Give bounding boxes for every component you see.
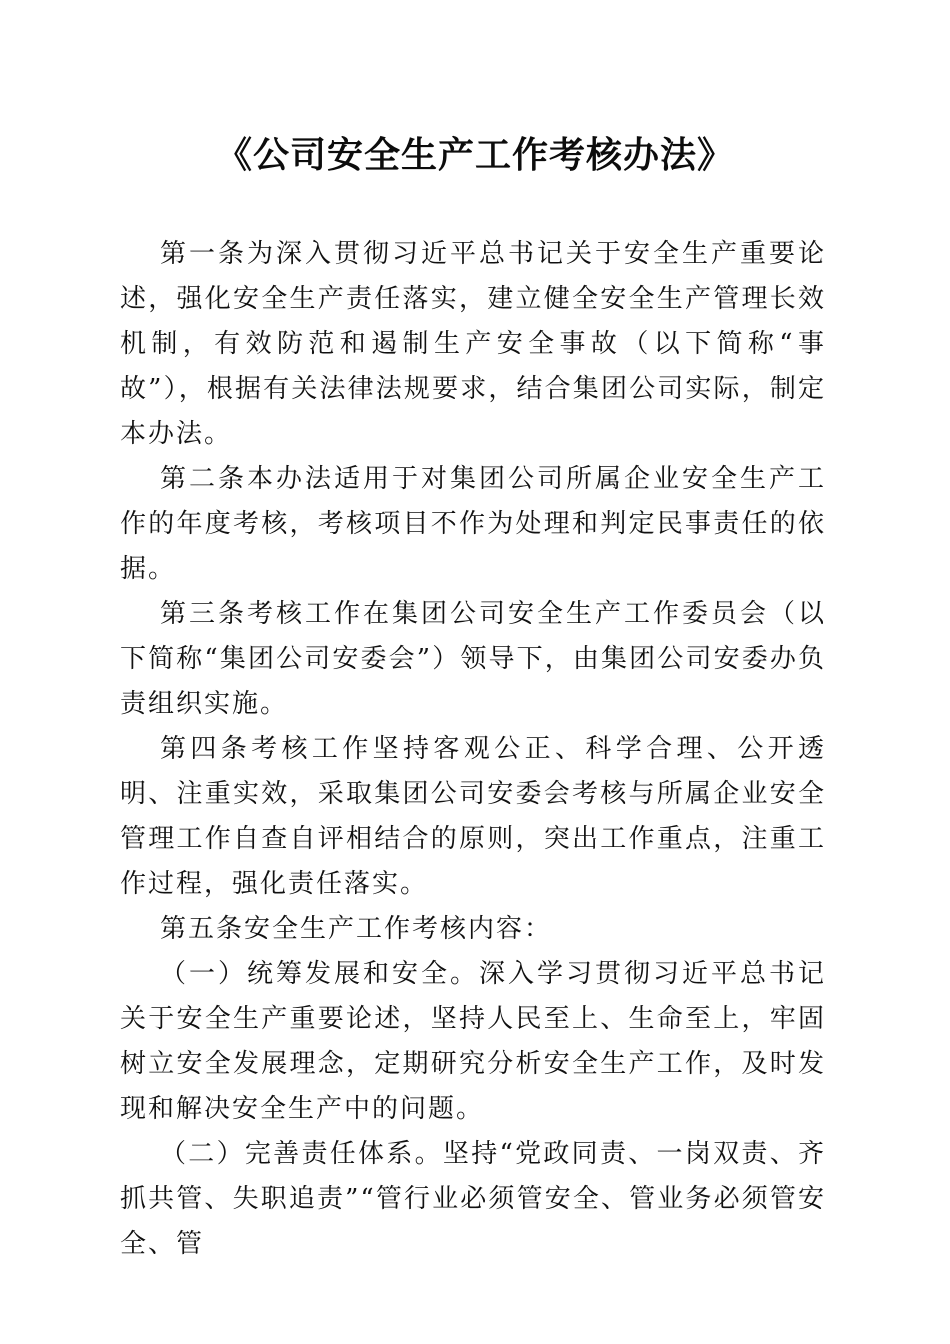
document-body — [120, 232, 826, 1267]
article-5-heading: 第五条安全生产工作考核内容： — [160, 914, 553, 944]
article-3-paragraph: 第三条考核工作在集团公司安全生产工作委员会（以下简称“集团公司安委会”）领导下，由集团公司安委办负责组织实施。 — [120, 599, 826, 719]
article-2-paragraph: 第二条本办法适用于对集团公司所属企业安全生产工作的年度考核，考核项目不作为处理和判定民事责任的依据。 — [120, 464, 826, 584]
article-4-paragraph: 第四条考核工作坚持客观公正、科学合理、公开透明、注重实效，采取集团公司安委会考核与所属企业安全管理工作自查自评相结合的原则，突出工作重点，注重工作过程，强化责任落实。 — [120, 734, 826, 899]
article-1-paragraph: 第一条为深入贯彻习近平总书记关于安全生产重要论述，强化安全生产责任落实，建立健全安全生产管理长效机制，有效防范和遏制生产安全事故（以下简称“事故”），根据有关法律法规要求，结合集团公司实际，制定本办法。 — [120, 239, 826, 449]
document-title: 《公司安全生产工作考核办法》 — [215, 135, 734, 176]
article-5-item-2: （二）完善责任体系。坚持“党政同责、一岗双责、齐抓共管、失职追责”“管行业必须管安全、管业务必须管安全、管 — [120, 1139, 826, 1259]
article-5-item-1: （一）统筹发展和安全。深入学习贯彻习近平总书记关于安全生产重要论述，坚持人民至上、生命至上，牢固树立安全发展理念，定期研究分析安全生产工作，及时发现和解决安全生产中的问题。 — [120, 959, 826, 1124]
